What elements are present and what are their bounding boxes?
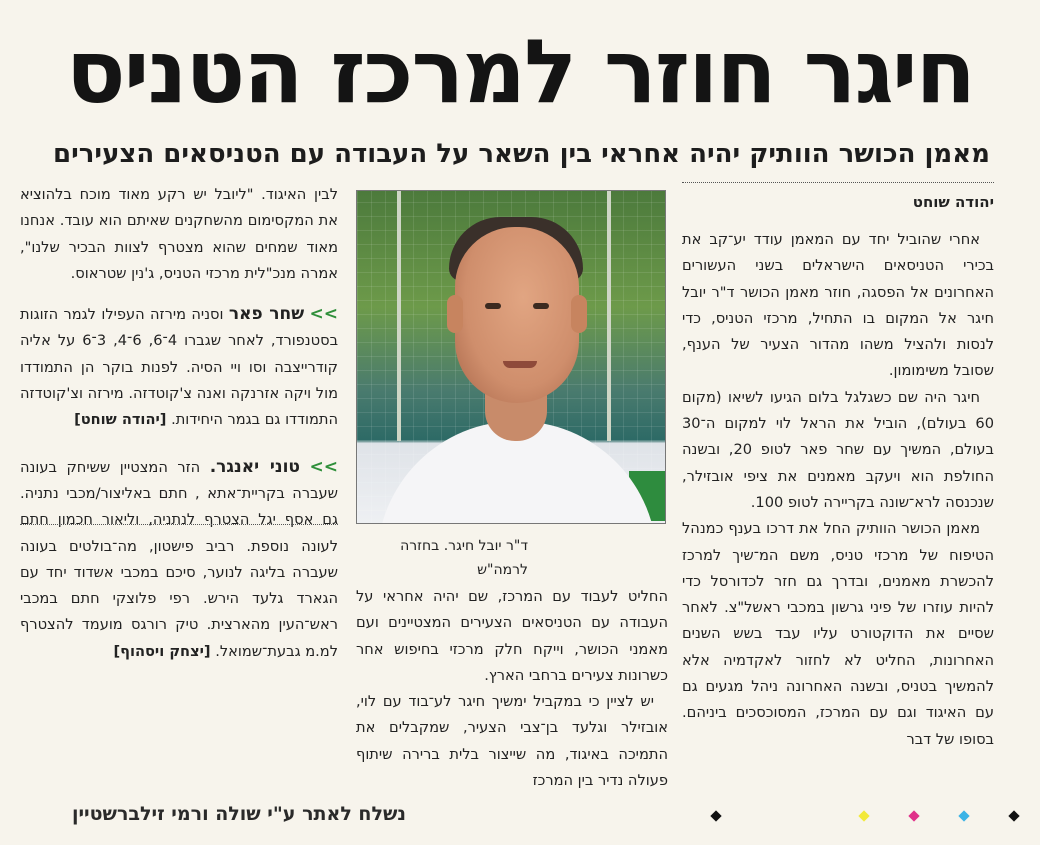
brief-divider — [20, 524, 338, 525]
ear — [571, 295, 587, 333]
registration-marks — [706, 812, 1026, 824]
article-column-left — [20, 182, 338, 782]
paragraph: לבין האיגוד. "ליובל יש רקע מאוד מוכח בלהוציא את המקסימום מהשחקנים שאיתם הוא עובד. אנחנו מאוד שמחים שהוא מצטרף לצוות הבכיר שלנו", אמרה מנכ"לית מרכזי הטניס, ג'נין שטראוס. — [20, 186, 338, 282]
registration-mark — [908, 810, 919, 821]
news-brief-2 — [20, 454, 338, 665]
news-brief-1 — [20, 301, 338, 433]
brief-subject: שחר פאר — [228, 304, 305, 325]
paragraph: מאמן הכושר הוותיק החל את דרכו בענף כמנהל הטיפוח של מרכזי טניס, משם המ־שיך למרכז להכשרת מאמנים, ובדרך גם חזר לכדורסל כדי להיות עוזרו של פיני גרשון במכבי ראשל"צ. לאחר שסיים את הדוקטורט עליו עבד בשש השנים האחרונות, החליט לא לחזור לאקדמיה אלא להמשיך בטניס, ובשנה האחרונה ניהל מגעים גם עם האיגוד וגם עם המרכז, המסוכסכים ביניהם. בסופו של דבר — [682, 520, 994, 748]
face — [455, 227, 579, 403]
brief-text: הזר המצטיין ששיחק בעונה שעברה בקריית־אתא , חתם באליצור/מכבי נתניה. גם אסף יגל הצטרף לנתניה, וליאור חכמון חתם לעונה נוספת. רביב פישטון, מה־בולטים בעונה שעברה בליגה לנוער, סיכם במכבי אשדוד יחד עם הגארד גלעד הירש. רפי פלוצקי חתם במכבי ראש־העין מהארצית. טיק רורגס מועמד להצטרף למ.מ גבעת־שמואל. — [20, 458, 338, 660]
mouth — [503, 361, 537, 368]
submission-note: נשלח לאתר ע"י שולה ורמי זילברשטיין — [71, 803, 406, 825]
registration-mark — [858, 810, 869, 821]
portrait-photo — [356, 190, 666, 524]
fence-pole — [607, 191, 611, 441]
eye — [485, 303, 501, 309]
paragraph: חיגר היה שם כשגלגל בלום הגיעו לשיאו (מקום 60 בעולם), הוביל את הראל לוי למקום ה־30 בעולם, המשיך עם שחר פאר לטופ 20, ובשנה החולפת הוא ויעקב מאמנים את ציפי אובזילר, שנכנסה לרא־שונה בקריירה לטופ 100. — [682, 388, 994, 511]
fence-pole — [397, 191, 401, 441]
brief-credit: [יהודה שוחט] — [74, 411, 167, 429]
brief-text: וסניה מירזה העפילו לגמר הזוגות בסטנפורד, לאחר שגברו 4־6, 6־4, 3־6 על אליה קודרייצבה וסו ויי הסיה. לפנות בוקר הן התמודדו מול ויקה אזרנקה ואנה צ'קוטדזה. מירזה וצ'קוטדזה התמודדו גם בגמר היחידות. — [20, 306, 338, 429]
paragraph: יש לציין כי במקביל ימשיך חיגר לע־בוד עם לוי, אובזילר וגלעד בן־צבי הצעיר, שמקבלים את התמיכה באיגוד, מה שייצור בלית ברירה שיתוף פעולה נדיר בין המרכז — [356, 693, 668, 790]
registration-mark — [710, 810, 721, 821]
ear — [447, 295, 463, 333]
double-chevron-icon: >> — [309, 304, 338, 325]
article-column-middle — [356, 584, 668, 794]
byline-divider — [682, 182, 994, 183]
headline: חיגר חוזר למרכז הטניס — [65, 20, 975, 123]
brief-subject: טוני יאנגר. — [209, 456, 300, 477]
paragraph: אחרי שהוביל יחד עם המאמן עודד יע־קב את בכירי הטניסאים הישראלים בשני העשורים האחרונים אל הפסגה, חוזר מאמן הכושר ד"ר יובל חיגר אל המקום בו התחיל, מרכזי הטניס, כדי לנסות ולהציל משהו מהדור הצעיר של הענף, שסובל משימומון. — [682, 231, 994, 380]
eye — [533, 303, 549, 309]
double-chevron-icon: >> — [309, 456, 338, 477]
photo-caption: ד"ר יובל חיגר. בחזרה לרמה"ש — [400, 538, 528, 578]
subheadline: מאמן הכושר הוותיק יהיה אחראי בין השאר על העבודה עם הטניסאים הצעירים — [53, 139, 990, 169]
registration-mark — [1008, 810, 1019, 821]
article-column-right — [682, 182, 994, 792]
registration-mark — [958, 810, 969, 821]
brief-credit: [יצחק ויסהוף] — [113, 642, 211, 660]
byline: יהודה שוחט — [912, 193, 994, 211]
paragraph: החליט לעבוד עם המרכז, שם יהיה אחראי על העבודה עם הטניסאים הצעירים המצטיינים ועם מאמני הכושר, וייקח חלק מרכזי בחיפוש אחר כשרונות צעירים ברחבי הארץ. — [356, 588, 668, 684]
